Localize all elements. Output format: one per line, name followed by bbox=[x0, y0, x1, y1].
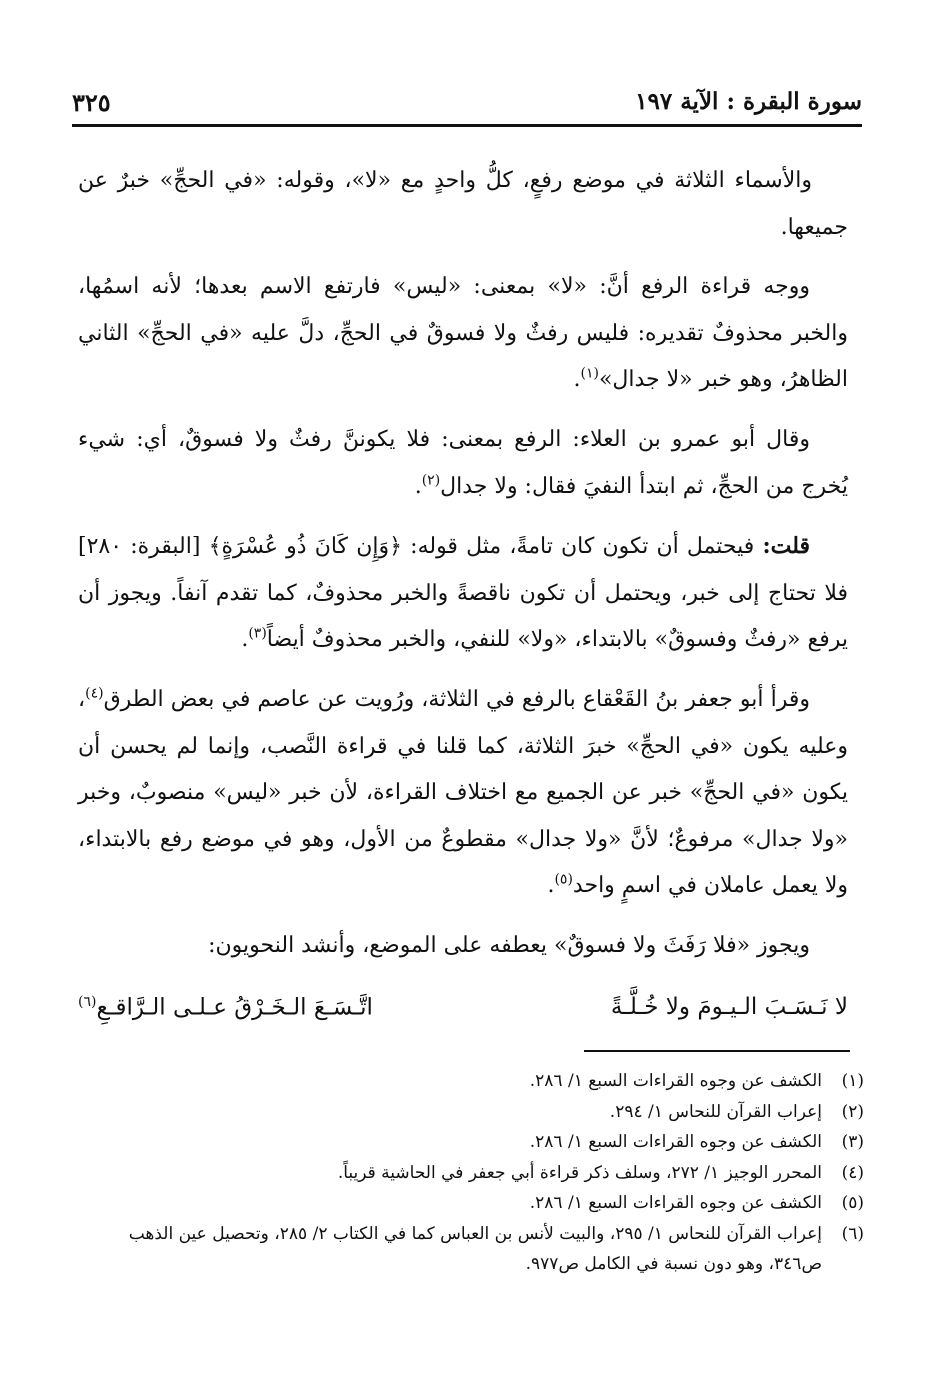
footnote-text: إعراب القرآن للنحاس ١/ ٢٩٥، والبيت لأنس بن العباس كما في الكتاب ٢/ ٢٨٥، وتحصيل عين الذهب ص٣٤٦، وهو دون نسبة في الكامل ص٩٧٧. bbox=[128, 1223, 822, 1274]
paragraph-3: وقال أبو عمرو بن العلاء: الرفع بمعنى: فلا يكوننَّ رفثٌ ولا فسوقٌ، أي: شيء يُخرج من الحجِّ، ثم ابتدأ النفيَ فقال: ولا جدال$^{(٢)}$. bbox=[78, 426, 848, 499]
page-number: ٣٢٥ bbox=[72, 88, 111, 117]
footnote-text: إعراب القرآن للنحاس ١/ ٢٩٤. bbox=[609, 1101, 822, 1122]
footnote-item bbox=[78, 1066, 864, 1097]
footnote-separator bbox=[584, 1050, 850, 1052]
footnote-ref-2: (٢) bbox=[421, 472, 441, 489]
footnote-text: الكشف عن وجوه القراءات السبع ١/ ٢٨٦. bbox=[529, 1071, 822, 1091]
paragraph-1: والأسماء الثلاثة في موضع رفعٍ، كلُّ واحدٍ مع «لا»، وقوله: «في الحجِّ» خبرٌ عن جميعها. bbox=[78, 168, 848, 240]
footnotes bbox=[78, 1066, 864, 1280]
footnote-ref-5: (٥) bbox=[554, 871, 573, 888]
quran-verse: ﴿وَإِن كَانَ ذُو عُسْرَةٍ﴾ bbox=[208, 534, 402, 560]
qult-label: قلت: bbox=[762, 533, 810, 560]
footnote-ref-4: (٤) bbox=[85, 685, 104, 702]
footnote-item bbox=[78, 1158, 864, 1189]
footnote-number: (٤) bbox=[841, 1162, 864, 1183]
paragraph-5: وقرأ أبو جعفر بنُ القَعْقاع بالرفع في الثلاثة، ورُويت عن عاصم في بعض الطرق$^{(٤)}$، وعليه يكون «في الحجِّ» خبرَ الثلاثة، كما قلنا في قراءة النَّصب، وإنما لم يحسن أن يكون «في الحجِّ» خبر عن الجميع مع اختلاف القراءة، لأن خبر «ليس» منصوبٌ، وخبر «ولا جدال» مرفوعٌ؛ لأنَّ «ولا جدال» مقطوعٌ من الأول، وهو في موضع رفع بالابتداء، ولا يعمل عاملان في اسمٍ واحد$^{(٥)}$. bbox=[78, 685, 848, 899]
paragraph-6: ويجوز «فلا رَفَثَ ولا فسوقٌ» يعطفه على الموضع، وأنشد النحويون: bbox=[208, 932, 810, 958]
footnote-item bbox=[78, 1127, 864, 1158]
footnote-text: المحرر الوجيز ١/ ٢٧٢، وسلف ذكر قراءة أبي جعفر في الحاشية قريباً. bbox=[337, 1162, 822, 1183]
footnote-ref-6: (٦) bbox=[78, 994, 97, 1010]
footnote-ref-1: (١) bbox=[580, 366, 599, 383]
verse-citation: [البقرة: ٢٨٠] bbox=[78, 534, 201, 560]
footnote-number: (٦) bbox=[841, 1223, 864, 1244]
footnote-ref-3: (٣) bbox=[248, 626, 267, 643]
footnote-text: الكشف عن وجوه القراءات السبع ١/ ٢٨٦. bbox=[529, 1132, 822, 1152]
footnote-number: (٢) bbox=[841, 1101, 864, 1122]
poem-verse bbox=[78, 994, 848, 1038]
header-rule bbox=[72, 124, 862, 127]
footnote-text: الكشف عن وجوه القراءات السبع ١/ ٢٨٦. bbox=[529, 1193, 822, 1213]
main-text bbox=[78, 158, 848, 983]
footnote-item bbox=[78, 1219, 864, 1280]
poem-hemistich-1: لا نَـسَـبَ الـيـومَ ولا خُـلَّـةً bbox=[610, 994, 848, 1020]
paragraph-2: ووجه قراءة الرفع أنَّ: «لا» بمعنى: «ليس» فارتفع الاسم بعدها؛ لأنه اسمُها، والخبر محذوفٌ تقديره: فليس رفثٌ ولا فسوقٌ في الحجِّ، دلَّ عليه «في الحجِّ» الثاني الظاهرُ، وهو خبر «لا جدال»$^{(١)}$. bbox=[78, 274, 848, 393]
footnote-number: (٥) bbox=[841, 1193, 864, 1213]
running-title: سورة البقرة : الآية ١٩٧ bbox=[635, 88, 862, 115]
footnote-item bbox=[78, 1097, 864, 1128]
footnote-number: (٣) bbox=[841, 1132, 864, 1152]
paragraph-4: قلت: فيحتمل أن تكون كان تامةً، مثل قوله: ﴿وَإِن كَانَ ذُو عُسْرَةٍ﴾ [البقرة: ٢٨٠] فلا تحتاج إلى خبر، ويحتمل أن تكون ناقصةً والخبر محذوفٌ، كما تقدم آنفاً. ويجوز أن يرفع «رفثٌ وفسوقٌ» بالابتداء، «ولا» للنفي، والخبر محذوفٌ أيضاً$^{(٣)}$. bbox=[78, 533, 848, 653]
footnote-item bbox=[78, 1188, 864, 1219]
footnote-number: (١) bbox=[841, 1071, 864, 1091]
poem-hemistich-2: اتَّـسَـعَ الـخَـرْقُ عـلـى الـرَّاقـعِ$^{(٦)}$ bbox=[78, 994, 373, 1021]
running-header bbox=[72, 88, 862, 122]
